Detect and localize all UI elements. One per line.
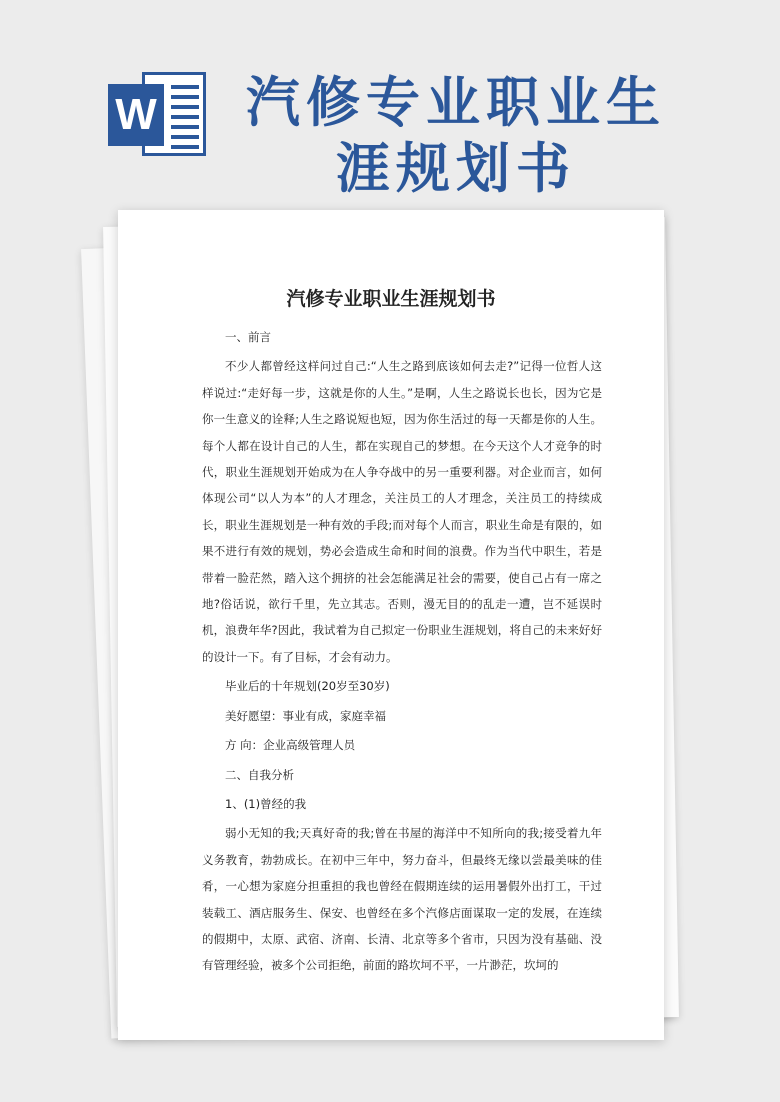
body-paragraph: 弱小无知的我;天真好奇的我;曾在书屋的海洋中不知所向的我;接受着九年义务教育，勃勃成长。在初中三年中，努力奋斗，但最终无缘以尝最美味的佳肴，一心想为家庭分担重担的我也曾经在假期连续的运用暑假外出打工，干过装载工、酒店服务生、保安、也曾经在多个汽修店面谋取一定的发展，在连续的假期中，太原、武宿、济南、长清、北京等多个省市，只因为没有基础、没有管理经验，被多个公司拒绝，前面的路坎坷不平，一片渺茫，坎坷的 xyxy=(202,826,602,973)
body-paragraph: 不少人都曾经这样问过自己:“人生之路到底该如何去走?”记得一位哲人这样说过:“走好每一步，这就是你的人生。”是啊，人生之路说长也长，因为它是你一生意义的诠释;人生之路说短也短，因为你生活过的每一天都是你的人生。每个人都在设计自己的人生，都在实现自己的梦想。在今天这个人才竞争的时代，职业生涯规划开始成为在人争夺战中的另一重要利器。对企业而言，如何体现公司“以人为本”的人才理念，关注员工的人才理念，关注员工的持续成长，职业生涯规划是一种有效的手段;而对每个人而言，职业生命是有限的，如果不进行有效的规划，势必会造成生命和时间的浪费。作为当代中职生，若是带着一脸茫然，踏入这个拥挤的社会怎能满足社会的需要，使自己占有一席之地?俗话说，欲行千里，先立其志。否则，漫无目的的乱走一遭，岂不延误时机，浪费年华?因此，我试着为自己拟定一份职业生涯规划，将自己的未来好好的设计一下。有了目标，才会有动力。 xyxy=(202,359,602,664)
banner-title: 汽修专业职业生涯规划书 xyxy=(246,71,666,200)
banner xyxy=(0,0,780,200)
word-icon xyxy=(108,66,208,162)
section-heading: 1、(1)曾经的我 xyxy=(225,796,307,811)
section-heading: 毕业后的十年规划(20岁至30岁) xyxy=(225,679,390,694)
word-logo-letter: W xyxy=(108,84,164,146)
section-heading: 方 向：企业高级管理人员 xyxy=(225,738,356,753)
document-title: 汽修专业职业生涯规划书 xyxy=(286,288,496,310)
section-heading: 一、前言 xyxy=(225,330,271,344)
document-body xyxy=(202,324,602,982)
section-heading: 二、自我分析 xyxy=(225,767,294,782)
section-heading: 美好愿望：事业有成，家庭幸福 xyxy=(225,708,386,723)
document-page xyxy=(118,210,664,1040)
